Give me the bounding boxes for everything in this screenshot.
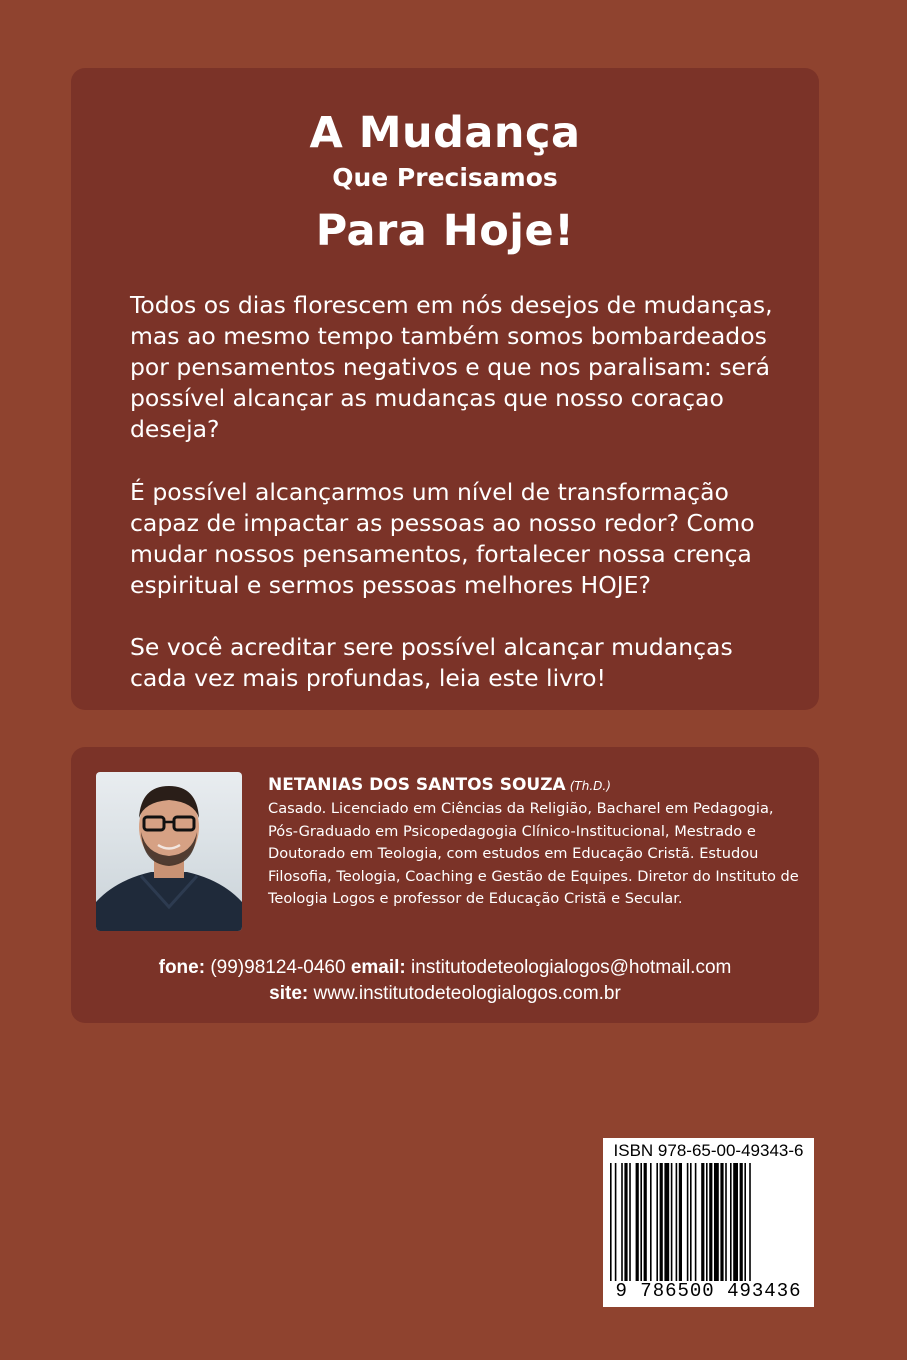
book-title: A Mudança: [309, 108, 581, 158]
barcode-bar: [656, 1163, 658, 1281]
barcode-bar: [629, 1163, 631, 1281]
site-label: site:: [269, 983, 309, 1004]
barcode-bar: [610, 1163, 612, 1281]
barcode-bar: [749, 1163, 751, 1281]
contact-line-1: [71, 957, 819, 979]
blurb-paragraph-2: É possível alcançarmos um nível de transformação capaz de impactar as pessoas ao nosso redor? Como mudar nossos pensamentos, fortalecer nossa crença espiritual e sermos pessoas melhores HOJE?: [130, 478, 755, 599]
email-address[interactable]: institutodeteologialogos@hotmail.com: [411, 957, 732, 978]
barcode-bar: [621, 1163, 623, 1281]
phone-number: (99)98124-0460: [210, 957, 346, 978]
barcode-bar: [650, 1163, 652, 1281]
site-url[interactable]: www.institutodeteologialogos.com.br: [313, 983, 621, 1004]
barcode-bar: [636, 1163, 639, 1281]
author-bio: Casado. Licenciado em Ciências da Religião, Bacharel em Pedagogia, Pós-Graduado em Psicopedagogia Clínico-Institucional, Mestrado e Doutorado em Teologia, com estudos em Educação Cristã. Estudou Filosofia, Teologia, Coaching e Gestão de Equipes. Diretor do Instituto de Teologia Logos e professor de Educação Cristã e Secular.: [268, 800, 799, 907]
barcode-bar: [690, 1163, 692, 1281]
author-portrait-icon: [96, 772, 242, 931]
barcode-bar: [644, 1163, 647, 1281]
barcode-bar: [709, 1163, 712, 1281]
isbn-label: ISBN 978-65-00-49343-6: [613, 1141, 804, 1160]
barcode-bar: [725, 1163, 727, 1281]
contact-line-2: [71, 983, 819, 1005]
barcode-bar: [714, 1163, 719, 1281]
author-panel: [71, 747, 819, 1023]
email-label: email:: [350, 957, 406, 978]
barcode-bar: [660, 1163, 663, 1281]
barcode-bar: [679, 1163, 682, 1281]
book-title-line-3: Para Hoje!: [315, 206, 575, 256]
author-degree: (Th.D.): [569, 779, 611, 793]
author-name: [268, 775, 611, 795]
barcode-bar: [624, 1163, 627, 1281]
barcode-bar: [730, 1163, 732, 1281]
barcode-bar: [687, 1163, 689, 1281]
barcode-bar: [671, 1163, 673, 1281]
barcode-bar: [676, 1163, 678, 1281]
barcode-bar: [733, 1163, 738, 1281]
isbn-barcode: [603, 1138, 814, 1307]
phone-label: fone:: [158, 957, 206, 978]
barcode-bar: [664, 1163, 669, 1281]
barcode-bar: [740, 1163, 743, 1281]
blurb-paragraph-1: Todos os dias florescem em nós desejos de mudanças, mas ao mesmo tempo também somos bombardeados por pensamentos negativos e que nos paralisam: será possível alcançar as mudanças que nosso coraçao deseja?: [130, 291, 773, 443]
blurb-paragraph-3: Se você acreditar sere possível alcançar mudanças cada vez mais profundas, leia este livro!: [130, 633, 733, 692]
barcode-bar: [640, 1163, 642, 1281]
barcode-bar: [720, 1163, 723, 1281]
barcode-bar: [744, 1163, 746, 1281]
barcode-bar: [615, 1163, 617, 1281]
description-panel: [71, 68, 819, 710]
author-name-text: NETANIAS DOS SANTOS SOUZA: [268, 775, 566, 795]
barcode-digits: 9 786500 493436: [615, 1280, 802, 1302]
barcode-bar: [706, 1163, 708, 1281]
book-subtitle: Que Precisamos: [332, 163, 558, 192]
barcode-bar: [701, 1163, 704, 1281]
barcode-bar: [695, 1163, 697, 1281]
barcode-bars-icon: [608, 1163, 809, 1281]
